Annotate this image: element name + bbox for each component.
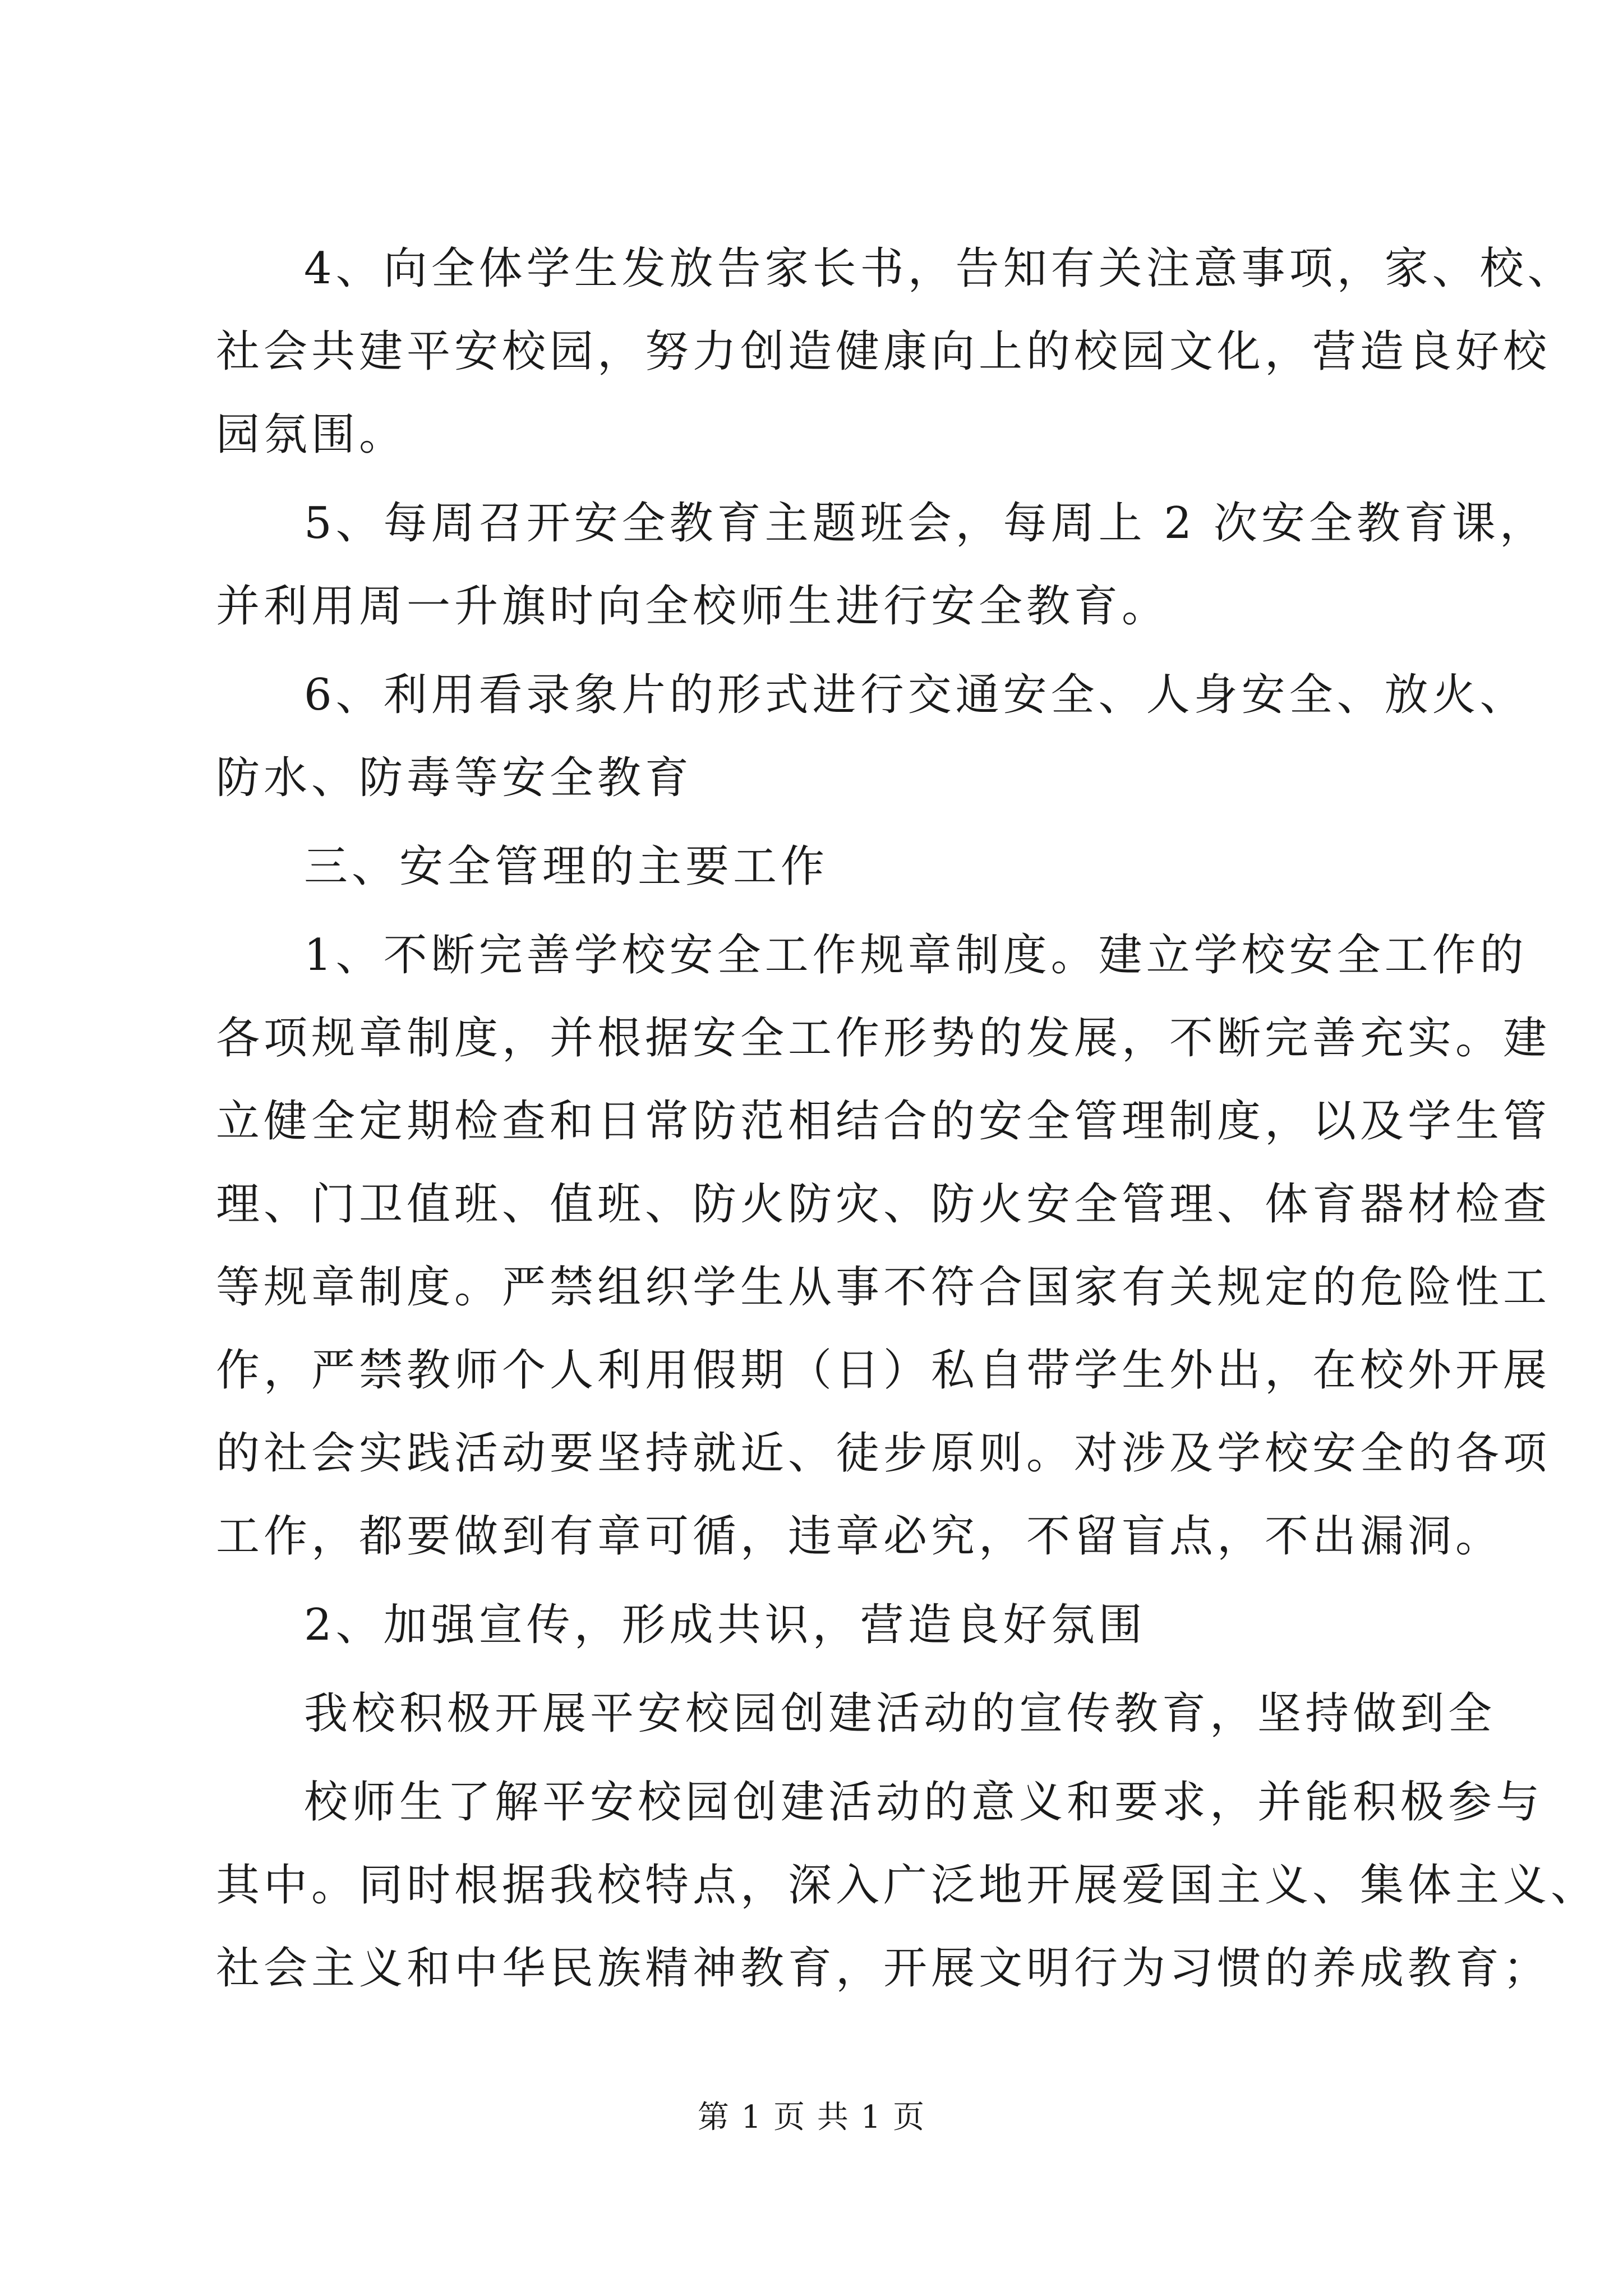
text-line: 6、利用看录象片的形式进行交通安全、人身安全、放火、 <box>304 670 1528 720</box>
text-line: 作，严禁教师个人利用假期（日）私自带学生外出，在校外开展 <box>216 1345 1551 1396</box>
text-line: 社会共建平安校园，努力创造健康向上的校园文化，营造良好校 <box>216 326 1551 377</box>
text-line: 立健全定期检查和日常防范相结合的安全管理制度，以及学生管 <box>216 1096 1551 1147</box>
text-line: 2、加强宣传，形成共识，营造良好氛围 <box>304 1600 1146 1650</box>
document-body <box>216 227 1599 2010</box>
text-line: 1、不断完善学校安全工作规章制度。建立学校安全工作的 <box>304 930 1528 981</box>
text-line: 园氛围。 <box>216 409 407 460</box>
text-line: 等规章制度。严禁组织学生从事不符合国家有关规定的危险性工 <box>216 1262 1551 1313</box>
page-footer: 第 1 页 共 1 页 <box>697 2099 926 2136</box>
text-line: 工作，都要做到有章可循，违章必究，不留盲点，不出漏洞。 <box>216 1511 1504 1562</box>
text-line: 其中。同时根据我校特点，深入广泛地开展爱国主义、集体主义、 <box>216 1860 1599 1911</box>
text-line: 我校积极开展平安校园创建活动的宣传教育，坚持做到全 <box>304 1688 1496 1739</box>
text-line: 三、安全管理的主要工作 <box>304 841 829 892</box>
text-line: 5、每周召开安全教育主题班会，每周上 2 次安全教育课， <box>304 498 1547 549</box>
text-line: 4、向全体学生发放告家长书，告知有关注意事项，家、校、 <box>304 243 1575 294</box>
text-line: 理、门卫值班、值班、防火防灾、防火安全管理、体育器材检查 <box>216 1179 1551 1230</box>
text-line: 防水、防毒等安全教育 <box>216 753 693 803</box>
text-line: 的社会实践活动要坚持就近、徒步原则。对涉及学校安全的各项 <box>216 1428 1551 1479</box>
text-line: 并利用周一升旗时向全校师生进行安全教育。 <box>216 581 1170 632</box>
text-line: 各项规章制度，并根据安全工作形势的发展，不断完善充实。建 <box>216 1013 1551 1064</box>
text-line: 校师生了解平安校园创建活动的意义和要求，并能积极参与 <box>304 1777 1544 1828</box>
text-line: 社会主义和中华民族精神教育，开展文明行为习惯的养成教育； <box>216 1943 1551 1994</box>
